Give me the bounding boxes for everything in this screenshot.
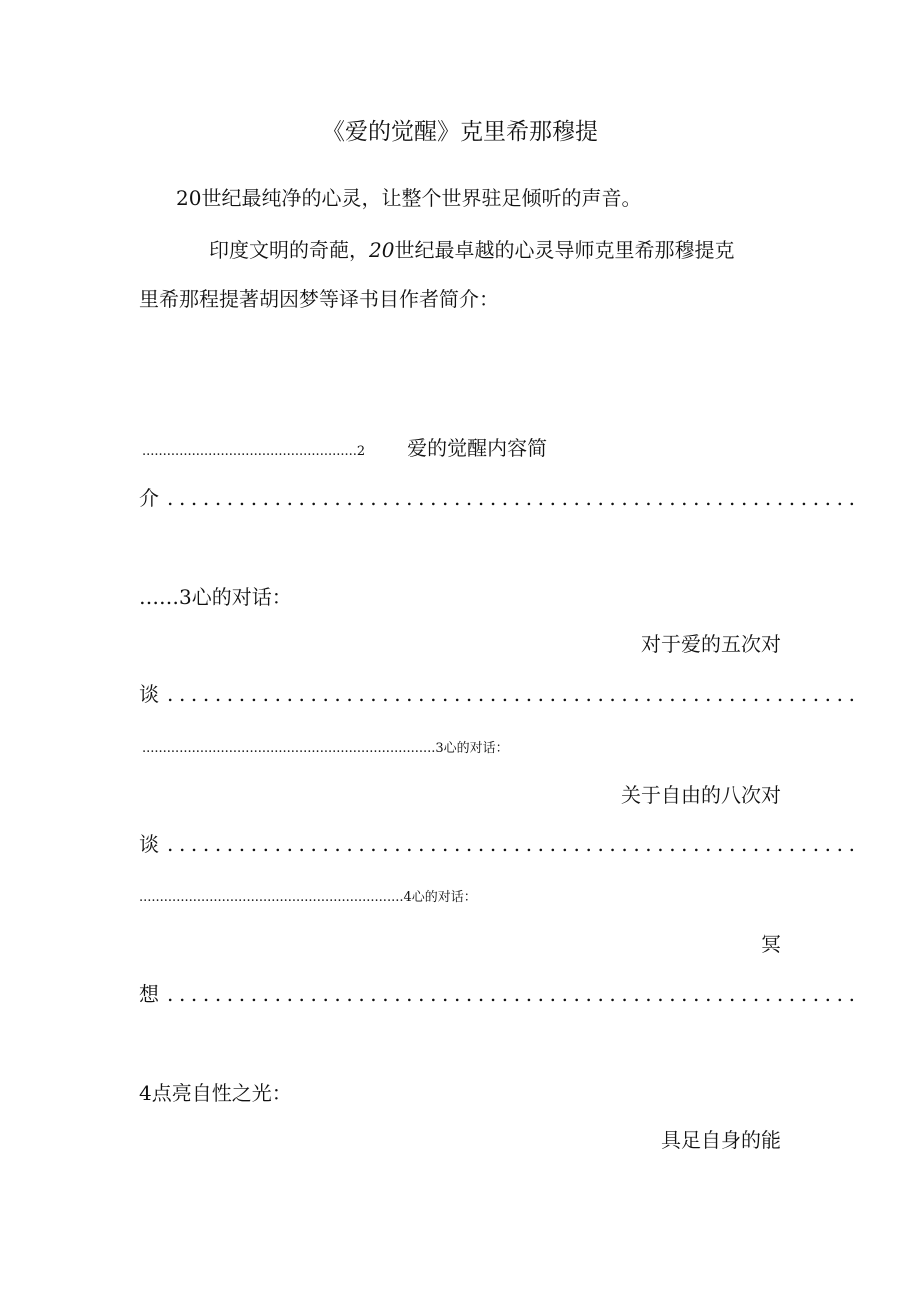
toc-row-13: 具足自身的能 bbox=[661, 1128, 781, 1152]
toc-row-2-word: 介 bbox=[139, 484, 163, 512]
toc-row-4: 对于爱的五次对 bbox=[641, 632, 781, 656]
toc-row-6-text: .......................................................................3心的对话： bbox=[142, 741, 509, 756]
toc-row-9 bbox=[139, 880, 477, 912]
intro-line-1-italic: 20 bbox=[369, 238, 395, 262]
toc-row-6 bbox=[142, 731, 509, 763]
toc-row-7: 关于自由的八次对 bbox=[621, 783, 781, 807]
toc-row-2 bbox=[139, 484, 861, 514]
toc-row-3: ……3心的对话： bbox=[139, 585, 292, 609]
toc-row-11 bbox=[139, 980, 861, 1010]
toc-row-11-fill: .......................................................... bbox=[167, 982, 861, 1006]
intro-line-2: 里希那程提著胡因梦等译书目作者简介： bbox=[139, 287, 499, 311]
intro-line-1-suffix: 世纪最卓越的心灵导师克里希那穆提克 bbox=[394, 238, 735, 262]
toc-row-1-label: 爱的觉醒内容简 bbox=[407, 436, 548, 460]
toc-row-1-dots: ....................................................2 bbox=[142, 444, 366, 459]
toc-row-5-word: 谈 bbox=[139, 680, 163, 708]
document-title: 《爱的觉醒》克里希那穆提 bbox=[322, 119, 598, 145]
toc-row-10: 冥 bbox=[761, 932, 781, 956]
tagline: 20世纪最纯净的心灵，让整个世界驻足倾听的声音。 bbox=[176, 186, 642, 210]
toc-row-1 bbox=[142, 434, 547, 466]
toc-row-11-word: 想 bbox=[139, 980, 163, 1008]
toc-row-9-text: ................................................................4心的对话： bbox=[139, 890, 477, 905]
toc-row-8-fill: .......................................................... bbox=[167, 832, 861, 856]
intro-line-1-prefix: 印度文明的奇葩， bbox=[209, 238, 369, 262]
toc-row-8 bbox=[139, 830, 861, 860]
toc-row-2-fill: .......................................................... bbox=[167, 486, 861, 510]
toc-row-5-fill: .......................................................... bbox=[167, 682, 861, 706]
toc-row-12: 4点亮自性之光： bbox=[139, 1081, 292, 1105]
toc-row-8-word: 谈 bbox=[139, 830, 163, 858]
intro-line-1 bbox=[209, 236, 734, 264]
toc-row-5 bbox=[139, 680, 861, 710]
